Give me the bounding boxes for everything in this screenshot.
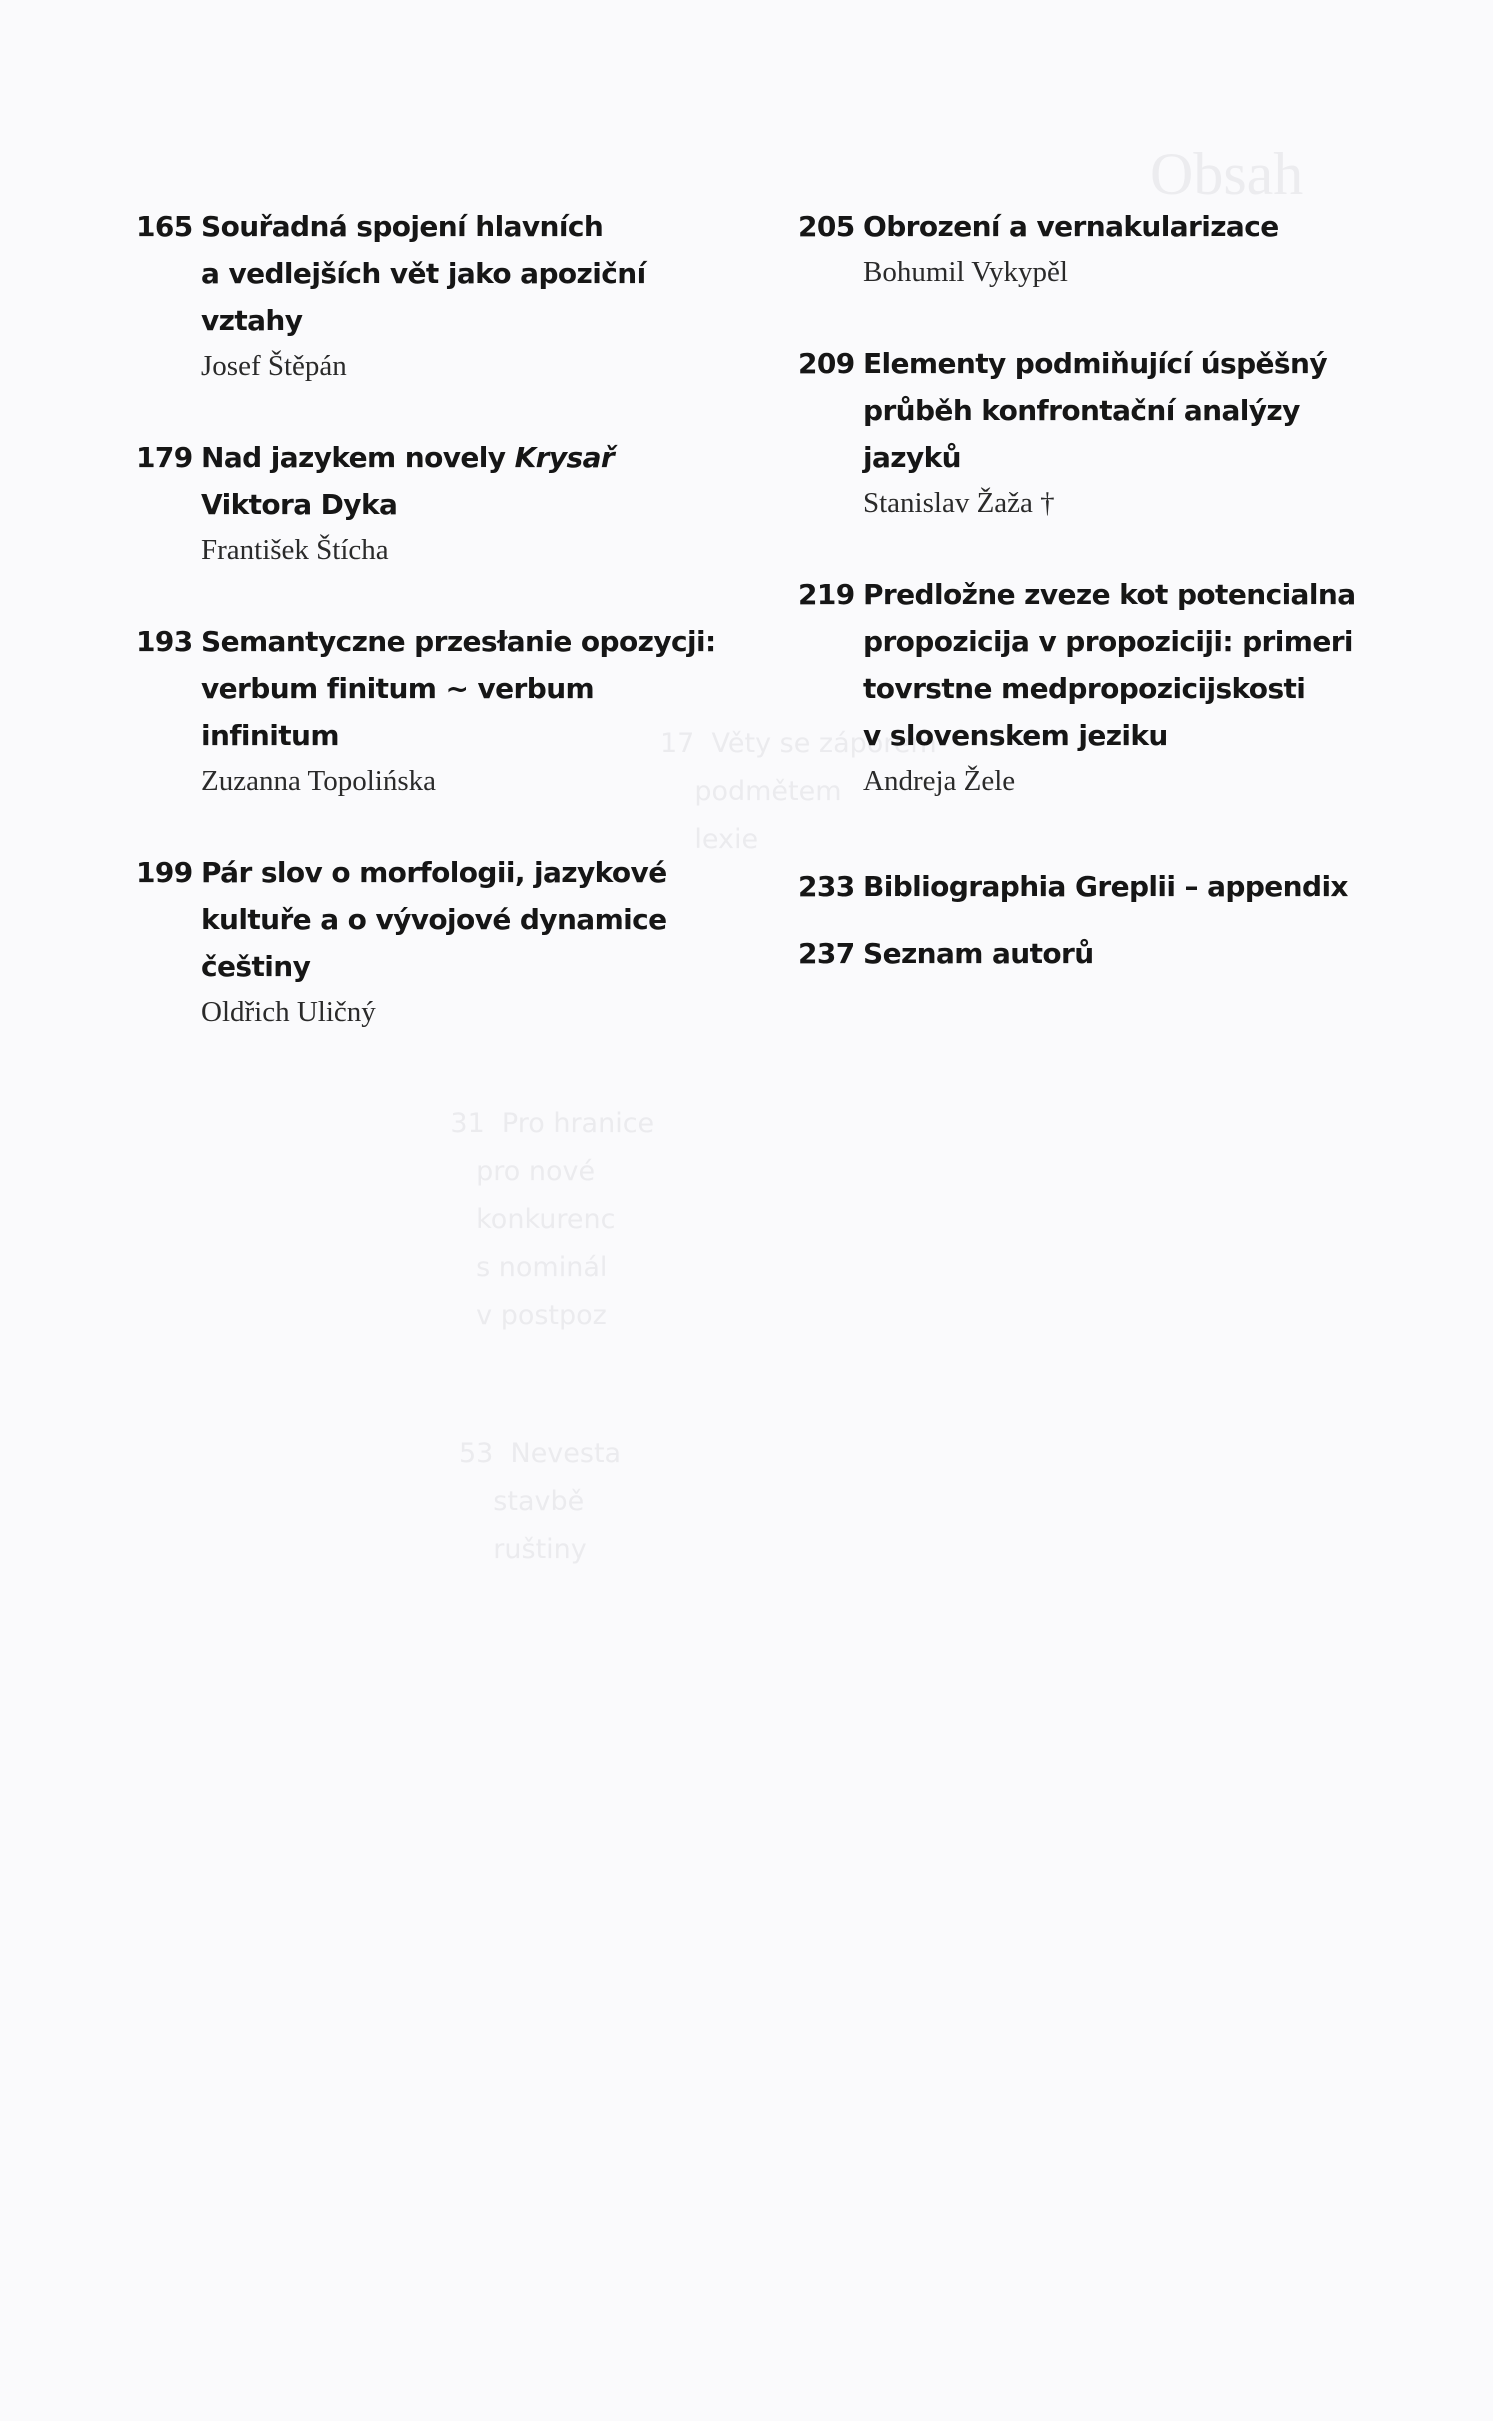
toc-entry[interactable]: [798, 340, 1418, 525]
entry-title: Souřadná spojení hlavních a vedlejších vět jako apoziční vztahy: [201, 210, 646, 337]
entry-author: Andreja Žele: [863, 765, 1016, 797]
toc-left-column: [136, 203, 736, 1080]
entry-title: Seznam autorů: [863, 937, 1094, 970]
page-number: 199: [136, 856, 193, 889]
entry-author: Josef Štěpán: [201, 350, 347, 382]
entry-author: Stanislav Žaža †: [863, 487, 1055, 519]
entry-title: Bibliographia Greplii – appendix: [863, 870, 1348, 903]
entry-title: Semantyczne przesłanie opozycji: verbum finitum ~ verbum infinitum: [201, 625, 716, 752]
page-number: 165: [136, 210, 193, 243]
toc-entry[interactable]: [136, 203, 736, 388]
bleed-through-text: 31 Pro hranice pro nové konkurenc s nominál v postpoz: [450, 1108, 655, 1331]
toc-entry[interactable]: [798, 863, 1418, 910]
entry-title-italic: Krysař: [514, 441, 615, 474]
entry-title: Obrození a vernakularizace: [863, 210, 1279, 243]
page-number: 193: [136, 625, 193, 658]
toc-entry[interactable]: [136, 434, 736, 572]
page-number: 237: [798, 937, 855, 970]
entry-title: Pár slov o morfologii, jazykové kultuře a o vývojové dynamice češtiny: [201, 856, 667, 983]
page-number: 205: [798, 210, 855, 243]
entry-title: Nad jazykem novely Krysař Viktora Dyka: [201, 441, 615, 521]
entry-author: Oldřich Uličný: [201, 996, 376, 1028]
toc-entry[interactable]: [136, 618, 736, 803]
toc-entry[interactable]: [136, 849, 736, 1034]
toc-entry[interactable]: [798, 930, 1418, 977]
page-number: 219: [798, 578, 855, 611]
toc-entry[interactable]: [798, 203, 1418, 294]
page-number: 233: [798, 870, 855, 903]
bleed-through-text: 53 Nevesta stavbě ruštiny: [458, 1438, 622, 1565]
entry-title: Predložne zveze kot potencialna propozicija v propoziciji: primeri tovrstne medpropozicijskosti v slovenskem jeziku: [863, 578, 1356, 752]
page-number: 209: [798, 347, 855, 380]
bleed-through-text: 17 Věty se záporem podmětem lexie: [660, 728, 937, 855]
bleed-through-heading: Obsah: [1150, 141, 1304, 207]
entry-author: Bohumil Vykypěl: [863, 256, 1068, 288]
entry-author: Zuzanna Topolińska: [201, 765, 437, 797]
toc-entry[interactable]: [798, 571, 1418, 803]
page-number: 179: [136, 441, 193, 474]
toc-right-column: [798, 203, 1418, 997]
entry-author: František Štícha: [201, 534, 389, 566]
entry-title: Elementy podmiňující úspěšný průběh konfrontační analýzy jazyků: [863, 347, 1327, 474]
